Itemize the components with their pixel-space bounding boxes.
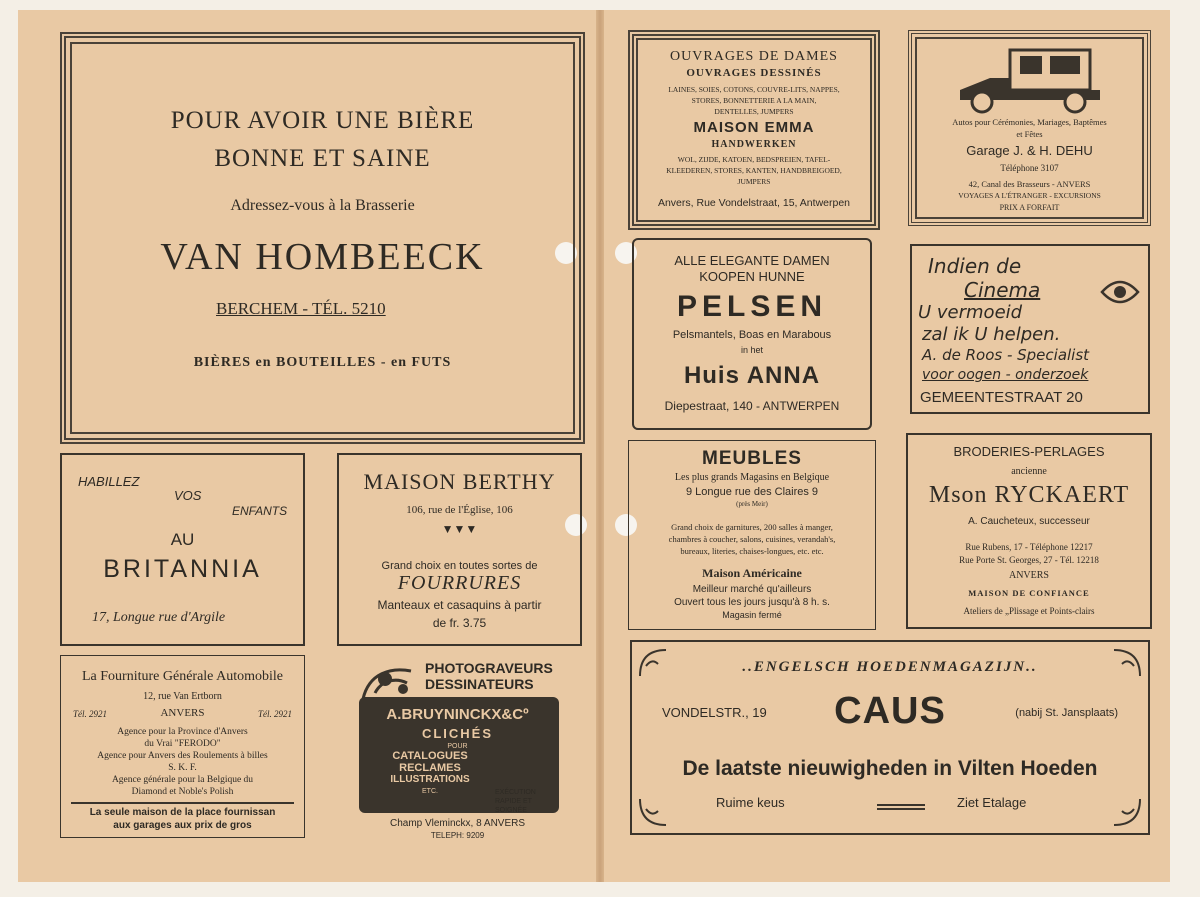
location-phone: BERCHEM - TÉL. 5210 bbox=[216, 299, 386, 318]
agency-line-1: Agence pour la Province d'Anvers bbox=[117, 727, 248, 737]
line-magasins: Les plus grands Magasins en Belgique bbox=[674, 472, 830, 483]
line-coats: Manteaux et casaquins à partir bbox=[377, 598, 542, 612]
ad-berthy bbox=[337, 453, 582, 646]
word-reclames: RECLAMES bbox=[399, 762, 461, 774]
right-tagline: Ziet Etalage bbox=[957, 795, 1027, 810]
desc-line-3: bureaux, literies, chaises-longues, etc. etc. bbox=[680, 546, 824, 556]
ad-ryckaert bbox=[906, 433, 1152, 629]
address-line-2: Rue Porte St. Georges, 27 - Tél. 12218 bbox=[959, 555, 1099, 565]
ad-cinema-optician bbox=[910, 244, 1150, 414]
closed-line: Magasin fermé bbox=[722, 610, 782, 620]
hand-line-3: U vermoeid bbox=[918, 302, 1023, 323]
ad-pelsen bbox=[632, 238, 872, 430]
agency-line-6: Diamond et Noble's Polish bbox=[131, 787, 234, 797]
cheaper-line: Meilleur marché qu'ailleurs bbox=[692, 584, 812, 595]
company-name: A.BRUYNINCKX&Cº bbox=[386, 706, 529, 723]
line-2: KOOPEN HUNNE bbox=[699, 269, 805, 284]
word-fourrures: FOURRURES bbox=[397, 572, 522, 594]
word-vos: VOS bbox=[174, 488, 202, 503]
shop-address: 106, rue de l'Église, 106 bbox=[406, 504, 513, 516]
word-habillez: HABILLEZ bbox=[78, 474, 140, 489]
desc-line-2: chambres à coucher, salons, cuisines, verandah's, bbox=[668, 534, 836, 544]
service-line-1: Autos pour Cérémonies, Mariages, Baptêmes bbox=[952, 117, 1107, 127]
shop-address: 12, rue Van Ertborn bbox=[143, 691, 222, 702]
agency-line-5: Agence générale pour la Belgique du bbox=[111, 775, 254, 785]
address: Champ Vleminckx, 8 ANVERS bbox=[389, 818, 526, 829]
side-execution: EXÉCUTION bbox=[495, 789, 536, 796]
line-1: ALLE ELEGANTE DAMEN bbox=[674, 253, 830, 268]
goods-line-1: LAINES, SOIES, COTONS, COUVRE-LITS, NAPPES, bbox=[668, 85, 840, 94]
divider bbox=[877, 808, 925, 810]
ad-meubles bbox=[628, 440, 876, 630]
word-in-het: in het bbox=[740, 345, 764, 355]
goods-line-3: DENTELLES, JUMPERS bbox=[714, 107, 794, 116]
heading: BRODERIES-PERLAGES bbox=[953, 444, 1105, 459]
ad-van-hombeeck bbox=[60, 32, 585, 444]
goods-line-2: STORES, BONNETTERIE A LA MAIN, bbox=[691, 96, 817, 105]
eye-icon bbox=[1098, 262, 1142, 322]
word-etc: ETC. bbox=[422, 788, 438, 795]
word-meubles: MEUBLES bbox=[702, 448, 802, 469]
successor-line: A. Caucheteux, successeur bbox=[968, 516, 1090, 527]
headline-line-1: POUR AVOIR UNE BIÈRE bbox=[170, 107, 475, 134]
desc-line-1: Grand choix de garnitures, 200 salles à manger, bbox=[671, 522, 833, 532]
garage-name: Garage J. & H. DEHU bbox=[966, 143, 1093, 158]
service-line-2: et Fêtes bbox=[1016, 129, 1043, 139]
word-au: AU bbox=[170, 530, 195, 549]
city: ANVERS bbox=[1008, 570, 1049, 581]
dutch-line-3: JUMPERS bbox=[737, 177, 771, 186]
word-handwerken: HANDWERKEN bbox=[711, 139, 797, 150]
trust-line: MAISON DE CONFIANCE bbox=[968, 588, 1090, 598]
divider bbox=[71, 802, 294, 804]
hand-line-4: zal ik U helpen. bbox=[922, 324, 1061, 345]
footer-line-2: aux garages aux prix de gros bbox=[113, 820, 252, 831]
ad-caus bbox=[630, 640, 1150, 835]
hand-line-7: GEMEENTESTRAAT 20 bbox=[920, 389, 1083, 406]
address: 42, Canal des Brasseurs - ANVERS bbox=[968, 179, 1091, 189]
word-pelsen: PELSEN bbox=[676, 290, 828, 323]
hand-line-2: Cinema bbox=[964, 278, 1041, 302]
corner-ornament-icon bbox=[636, 795, 670, 829]
atelier-line: Ateliers de „Plissage et Points-clairs bbox=[963, 606, 1095, 616]
center-fold bbox=[596, 10, 604, 882]
ad-bruyninckx bbox=[345, 655, 570, 845]
line-price: de fr. 3.75 bbox=[432, 616, 487, 630]
heading-photograveurs: PHOTOGRAVEURS bbox=[425, 660, 553, 676]
slogan: De laatste nieuwigheden in Vilten Hoeden bbox=[682, 757, 1098, 780]
shop-name: BRITANNIA bbox=[103, 555, 262, 583]
corner-ornament-icon bbox=[1110, 795, 1144, 829]
hand-line-1: Indien de bbox=[928, 254, 1022, 278]
intro-line: Adressez-vous à la Brasserie bbox=[230, 197, 415, 214]
brewery-name: VAN HOMBEECK bbox=[160, 236, 485, 278]
left-tagline: Ruime keus bbox=[716, 795, 785, 810]
hand-line-5: A. de Roos - Specialist bbox=[922, 346, 1090, 364]
shop-name: CAUS bbox=[834, 690, 946, 732]
footer-line-1: La seule maison de la place fournissan bbox=[89, 807, 276, 818]
side-rapide: RAPIDE ET bbox=[495, 798, 532, 805]
shop-title: ..ENGELSCH HOEDENMAGAZIJN.. bbox=[742, 659, 1038, 675]
phone: TELEPH: 9209 bbox=[430, 831, 485, 840]
heading-dessinateurs: DESSINATEURS bbox=[425, 676, 534, 692]
ad-fourniture-automobile bbox=[60, 655, 305, 838]
shop-name: Mson RYCKAERT bbox=[928, 482, 1130, 508]
headline-line-2: BONNE ET SAINE bbox=[214, 145, 431, 172]
word-illustrations: ILLUSTRATIONS bbox=[390, 774, 470, 785]
near-line: (nabij St. Jansplaats) bbox=[1015, 707, 1118, 719]
travel-line: VOYAGES A L'ÉTRANGER - EXCURSIONS bbox=[958, 191, 1101, 200]
phone-right: Tél. 2921 bbox=[257, 709, 292, 719]
price-line: PRIX A FORFAIT bbox=[999, 203, 1060, 212]
hand-line-6: voor oogen - onderzoek bbox=[922, 367, 1089, 383]
divider bbox=[877, 804, 925, 806]
shop-address: Anvers, Rue Vondelstraat, 15, Antwerpen bbox=[657, 197, 851, 209]
word-pour: POUR bbox=[447, 743, 468, 750]
car-illustration-icon bbox=[950, 44, 1110, 114]
product-line: Pelsmantels, Boas en Marabous bbox=[672, 329, 832, 341]
ad-garage-dehu bbox=[908, 30, 1151, 226]
shop-address: 17, Longue rue d'Argile bbox=[92, 610, 226, 625]
heading-dessines: OUVRAGES DESSINÉS bbox=[686, 67, 822, 79]
word-cliches: CLICHÉS bbox=[421, 726, 494, 741]
logo-mark: ▼▼▼ bbox=[441, 522, 478, 536]
dutch-line-2: KLEEDEREN, STORES, KANTEN, HANDBREIGOED, bbox=[666, 166, 842, 175]
line-address: 9 Longue rue des Claires 9 bbox=[685, 486, 819, 498]
line-choice: Grand choix en toutes sortes de bbox=[381, 560, 538, 572]
maison-americaine: Maison Américaine bbox=[702, 566, 802, 580]
street: VONDELSTR., 19 bbox=[662, 705, 767, 720]
shop-address: Diepestraat, 140 - ANTWERPEN bbox=[664, 399, 840, 413]
phone-left: Tél. 2921 bbox=[73, 709, 108, 719]
heading-ouvrages: OUVRAGES DE DAMES bbox=[670, 49, 838, 64]
shop-name: La Fourniture Générale Automobile bbox=[82, 669, 283, 684]
shop-name: MAISON EMMA bbox=[693, 119, 815, 136]
ad-maison-emma bbox=[628, 30, 880, 230]
word-ancienne: ancienne bbox=[1011, 466, 1047, 477]
phone: Téléphone 3107 bbox=[1000, 163, 1059, 173]
word-catalogues: CATALOGUES bbox=[392, 750, 468, 762]
shop-name: MAISON BERTHY bbox=[363, 469, 556, 494]
address-line-1: Rue Rubens, 17 - Téléphone 12217 bbox=[965, 542, 1093, 552]
agency-line-3: Agence pour Anvers des Roulements à billes bbox=[97, 751, 268, 761]
line-pres-meir: (près Meir) bbox=[736, 500, 768, 508]
footer-line: BIÈRES en BOUTEILLES - en FUTS bbox=[193, 355, 452, 370]
agency-line-2: du Vrai "FERODO" bbox=[144, 739, 221, 749]
agency-line-4: S. K. F. bbox=[168, 763, 197, 773]
ad-britannia bbox=[60, 453, 305, 646]
dutch-line-1: WOL, ZIJDE, KATOEN, BEDSPREIEN, TAFEL- bbox=[677, 155, 831, 164]
opening-line: Ouvert tous les jours jusqu'à 8 h. s. bbox=[674, 597, 830, 608]
side-soignee: SOIGNÉE bbox=[495, 807, 527, 814]
word-enfants: ENFANTS bbox=[232, 504, 288, 518]
city: ANVERS bbox=[160, 707, 205, 719]
shop-name: Huis ANNA bbox=[683, 362, 821, 389]
